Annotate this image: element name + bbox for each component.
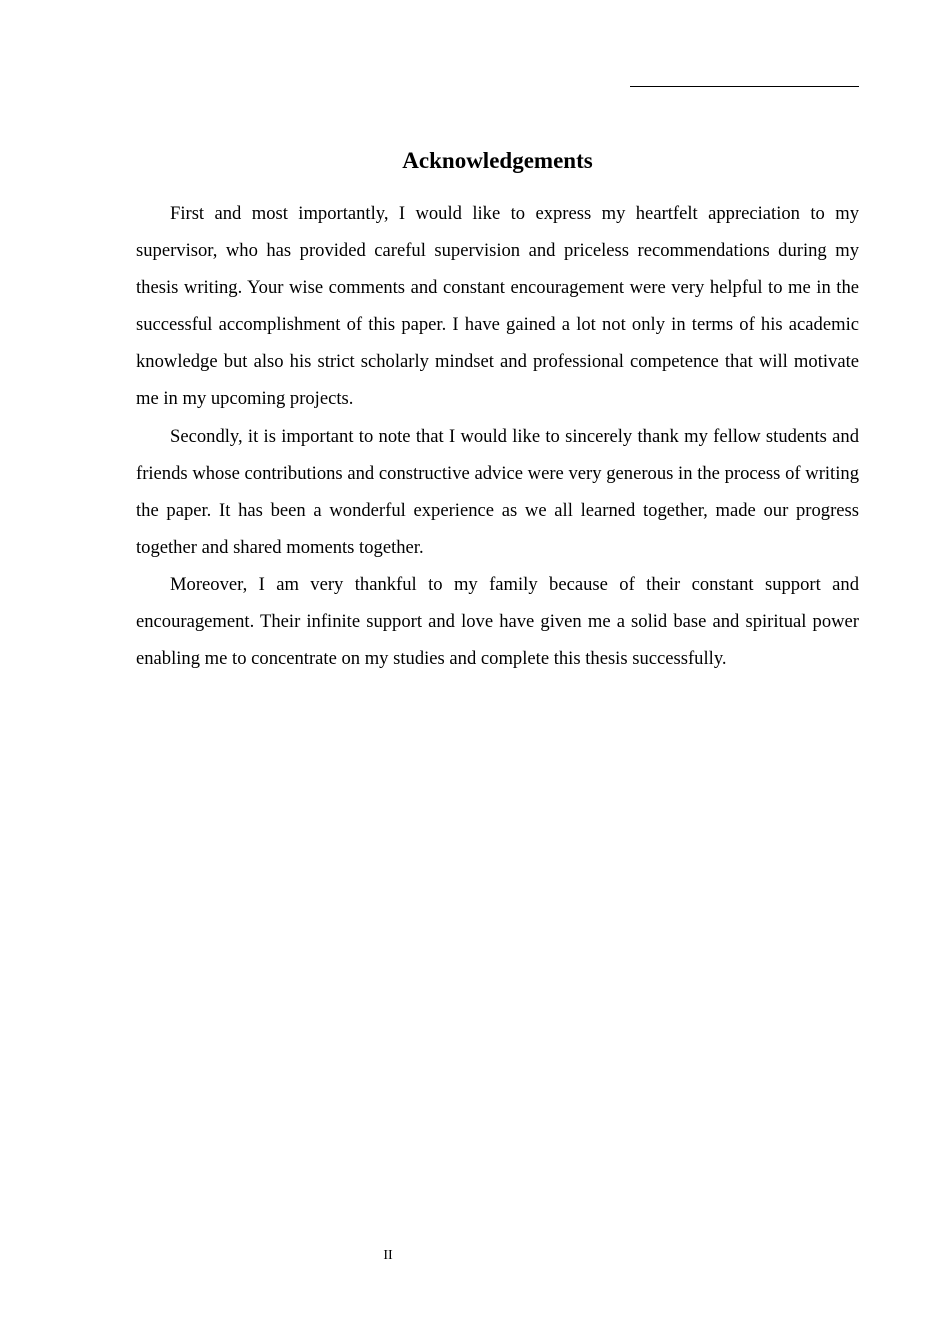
- page-number: II: [383, 1248, 393, 1263]
- paragraph-fellow-students: Secondly, it is important to note that I would like to sincerely thank my fellow students and friends whose contributions and constructive advice were very generous in the process of writing the paper. It has been a wonderful experience as we all learned together, made our progress together and shared moments together.: [136, 425, 859, 558]
- paragraph-family: Moreover, I am very thankful to my family because of their constant support and encouragement. Their infinite support and love have given me a solid base and spiritual power enabling me to concentrate on my studies and complete this thesis successfully.: [136, 573, 859, 670]
- paragraph-supervisor: First and most importantly, I would like to express my heartfelt appreciation to my supervisor, who has provided careful supervision and priceless recommendations during my thesis writing. Your wise comments and constant encouragement were very helpful to me in the successful accomplishment of this paper. I have gained a lot not only in terms of his academic knowledge but also his strict scholarly mindset and professional competence that will motivate me in my upcoming projects.: [136, 203, 859, 410]
- page-title: Acknowledgements: [402, 148, 593, 173]
- header-rule: [630, 86, 859, 87]
- body-text: [136, 195, 859, 677]
